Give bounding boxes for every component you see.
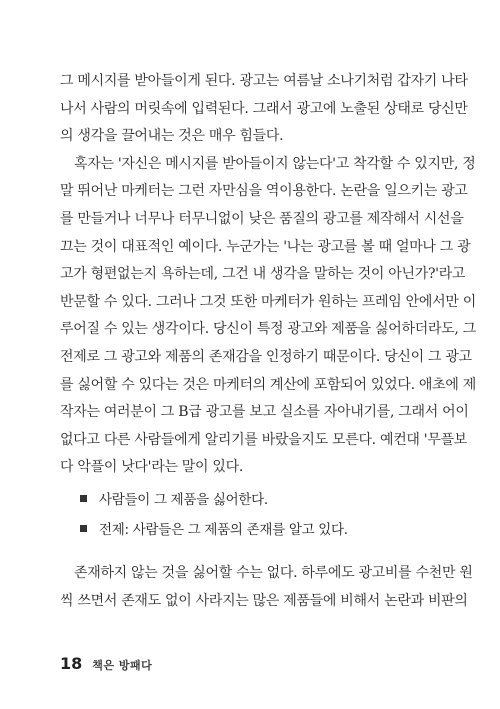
bullet-text: 사람들이 그 제품을 싫어한다.	[99, 492, 268, 508]
text-line: 나서 사람의 머릿속에 입력된다. 그래서 광고에 노출된 상태로 당신만	[60, 100, 468, 117]
text-line: 고가 형편없는지 욕하는데, 그건 내 생각을 말하는 것이 아닌가?'라고	[60, 266, 466, 283]
text-line: 반문할 수 있다. 그러나 그것 또한 마케터가 원하는 프레임 안에서만 이	[60, 293, 476, 310]
square-bullet-icon	[80, 495, 87, 502]
text-line: 의 생각을 끌어내는 것은 매우 힘들다.	[60, 128, 284, 145]
square-bullet-icon	[80, 525, 87, 532]
text-line: 루어질 수 있는 생각이다. 당신이 특정 광고와 제품을 싫어하더라도, 그	[60, 321, 476, 338]
text-line: 작자는 여러분이 그 B급 광고를 보고 실소를 자아내기를, 그래서 어이	[60, 404, 469, 421]
paragraph-2	[60, 151, 476, 482]
text-line: 혹자는 '자신은 메시지를 받아들이지 않는다'고 착각할 수 있지만, 정	[74, 155, 476, 172]
bullet-list	[80, 485, 440, 545]
page-footer	[60, 654, 152, 673]
text-line: 끄는 것이 대표적인 예이다. 누군가는 '나는 광고를 볼 때 얼마나 그 광	[60, 238, 471, 255]
text-line: 다 악플이 낫다'라는 말이 있다.	[60, 459, 243, 476]
text-line: 그 메시지를 받아들이게 된다. 광고는 여름날 소나기처럼 갑자기 나타	[60, 73, 468, 89]
text-line: 존재하지 않는 것을 싫어할 수는 없다. 하루에도 광고비를 수천만 원	[74, 565, 473, 581]
text-line: 없다고 다른 사람들에게 알리기를 바랐을지도 모른다. 예컨대 '무플보	[60, 431, 468, 448]
page-number: 18	[60, 654, 83, 673]
text-line: 씩 쓰면서 존재도 없이 사라지는 많은 제품들에 비해서 논란과 비판의	[60, 592, 468, 609]
body-text-top	[60, 68, 476, 482]
bullet-text: 전제: 사람들은 그 제품의 존재를 알고 있다.	[99, 522, 348, 538]
running-title: 책은 방패다	[92, 659, 153, 672]
bullet-item	[80, 485, 440, 511]
paragraph-3	[60, 560, 473, 615]
text-line: 말 뛰어난 마케터는 그런 자만심을 역이용한다. 논란을 일으키는 광고	[60, 183, 468, 200]
text-line: 를 싫어할 수 있다는 것은 마케터의 계산에 포함되어 있었다. 애초에 제	[60, 376, 476, 393]
paragraph-1	[60, 68, 468, 151]
text-line: 를 만들거나 너무나 터무니없이 낮은 품질의 광고를 제작해서 시선을	[60, 210, 464, 227]
bullet-item	[80, 515, 440, 541]
body-text-bottom	[60, 560, 473, 615]
text-line: 전제로 그 광고와 제품의 존재감을 인정하기 때문이다. 당신이 그 광고	[60, 348, 472, 365]
